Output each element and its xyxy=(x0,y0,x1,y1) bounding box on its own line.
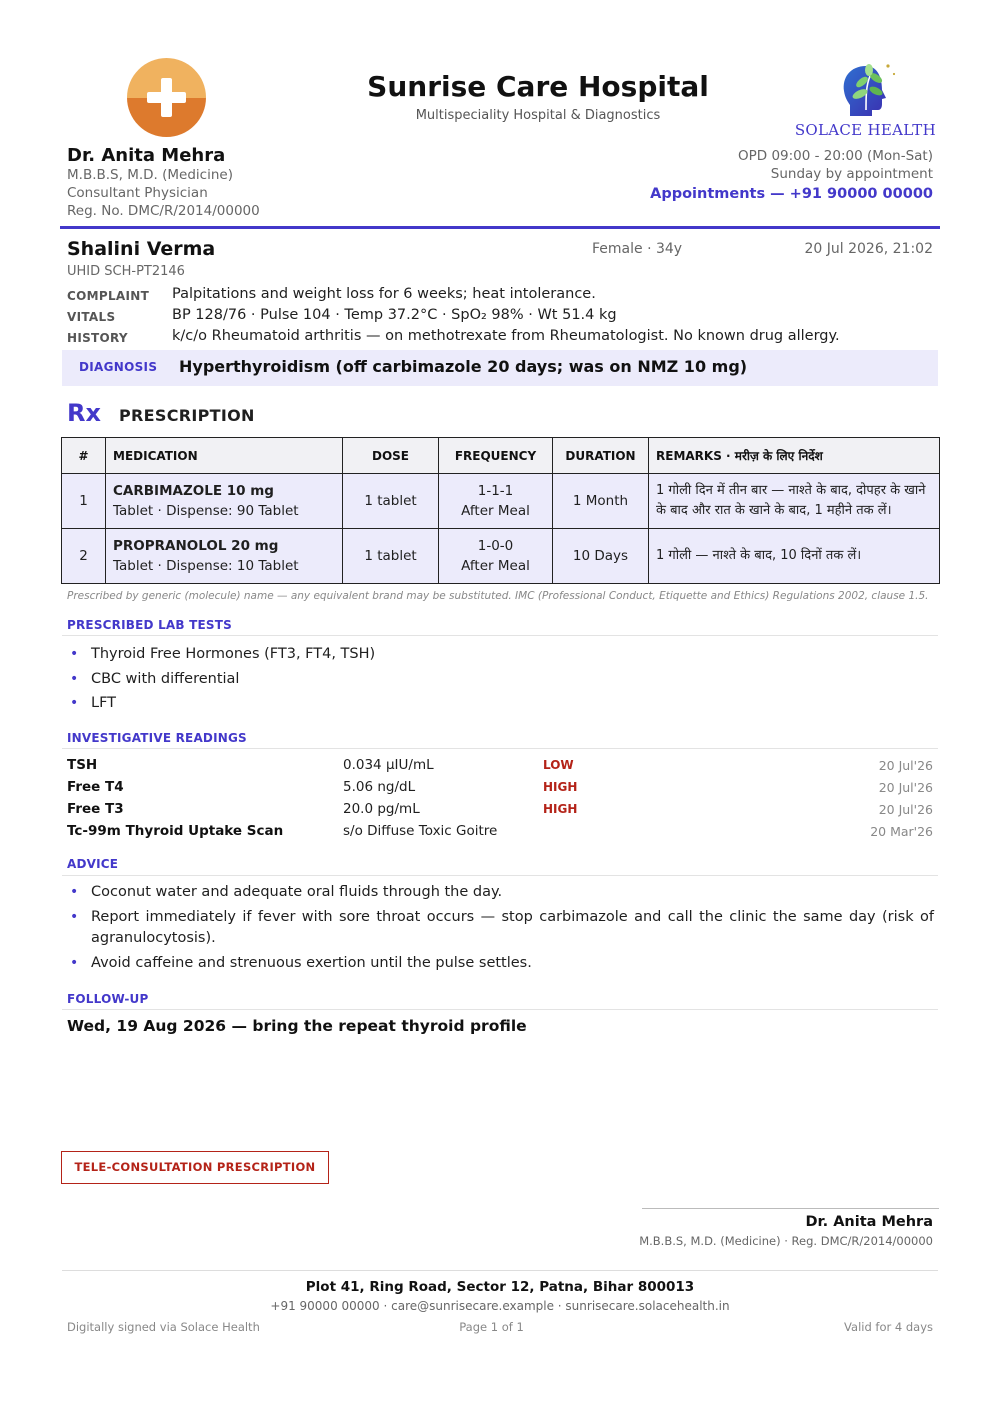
advice-title: ADVICE xyxy=(67,857,119,871)
doctor-qualification: M.B.B.S, M.D. (Medicine) xyxy=(67,167,233,183)
remarks-cell: 1 गोली — नाश्ते के बाद, 10 दिनों तक लें। xyxy=(649,529,940,584)
col-duration: DURATION xyxy=(553,438,649,474)
reading-row xyxy=(67,823,933,843)
frequency-cell xyxy=(439,529,553,584)
col-medication: MEDICATION xyxy=(106,438,343,474)
col-frequency: FREQUENCY xyxy=(439,438,553,474)
reading-row xyxy=(67,779,933,799)
opd-hours: OPD 09:00 - 20:00 (Mon-Sat) xyxy=(737,148,933,164)
patient-gender-age: Female · 34y xyxy=(592,241,683,257)
patient-uhid: UHID SCH-PT2146 xyxy=(67,264,185,279)
section-divider xyxy=(62,875,938,876)
appointments-link[interactable]: Appointments — +91 90000 00000 xyxy=(650,186,933,202)
readings-title: INVESTIGATIVE READINGS xyxy=(67,731,247,745)
doctor-designation: Consultant Physician xyxy=(67,185,208,201)
col-num: # xyxy=(62,438,106,474)
reading-value: 5.06 ng/dL xyxy=(343,779,416,795)
followup-title: FOLLOW-UP xyxy=(67,992,149,1006)
col-dose: DOSE xyxy=(343,438,439,474)
diagnosis-value: Hyperthyroidism (off carbimazole 20 days; was on NMZ 10 mg) xyxy=(179,357,748,376)
reading-row xyxy=(67,801,933,821)
complaint-value: Palpitations and weight loss for 6 weeks; heat intolerance. xyxy=(172,286,596,302)
reading-name: Tc-99m Thyroid Uptake Scan xyxy=(67,823,284,839)
list-item: • Avoid caffeine and strenuous exertion until the pulse settles. xyxy=(70,953,934,974)
dose-cell: 1 tablet xyxy=(343,474,439,529)
medication-name: CARBIMAZOLE 10 mg xyxy=(113,483,274,499)
vitals-value: BP 128/76 · Pulse 104 · Temp 37.2°C · SpO₂ 98% · Wt 51.4 kg xyxy=(172,307,617,323)
hospital-tagline: Multispeciality Hospital & Diagnostics xyxy=(415,108,661,123)
lab-tests-title: PRESCRIBED LAB TESTS xyxy=(67,618,232,632)
reading-flag: LOW xyxy=(543,758,574,772)
reading-value: 0.034 µIU/mL xyxy=(343,757,434,773)
reading-value: s/o Diffuse Toxic Goitre xyxy=(343,823,498,839)
medication-form: Tablet · Dispense: 90 Tablet xyxy=(113,503,299,519)
footer-divider xyxy=(62,1270,938,1271)
list-item: • Report immediately if fever with sore throat occurs — stop carbimazole and call the clinic the same day (risk of agranulocytosis). xyxy=(70,907,934,949)
list-item: • CBC with differential xyxy=(70,668,934,693)
section-divider xyxy=(62,748,938,749)
doctor-reg-no: Reg. No. DMC/R/2014/00000 xyxy=(67,203,260,219)
page-number: Page 1 of 1 xyxy=(459,1320,524,1334)
history-label: HISTORY xyxy=(67,331,128,345)
tele-consultation-label: TELE-CONSULTATION PRESCRIPTION xyxy=(74,1160,316,1174)
duration-cell: 1 Month xyxy=(553,474,649,529)
signature-name: Dr. Anita Mehra xyxy=(805,1214,933,1230)
footer-address: Plot 41, Ring Road, Sector 12, Patna, Bihar 800013 xyxy=(305,1279,695,1295)
dose-cell: 1 tablet xyxy=(343,529,439,584)
prescription-table xyxy=(61,437,940,584)
section-divider xyxy=(62,1009,938,1010)
leaf-head-icon xyxy=(836,58,906,120)
remarks-cell: 1 गोली दिन में तीन बार — नाश्ते के बाद, दोपहर के खाने के बाद और रात के खाने के बाद, 1 महीने तक लें। xyxy=(649,474,940,529)
row-num: 1 xyxy=(62,474,106,529)
list-item: • LFT xyxy=(70,692,934,717)
reading-row xyxy=(67,757,933,777)
sunday-note: Sunday by appointment xyxy=(770,166,933,182)
signature-line xyxy=(642,1208,939,1209)
history-value: k/c/o Rheumatoid arthritis — on methotrexate from Rheumatologist. No known drug allergy. xyxy=(172,328,840,344)
frequency-value: 1-1-1 xyxy=(477,483,514,499)
patient-name: Shalini Verma xyxy=(67,238,216,260)
brand-name: SOLACE HEALTH xyxy=(794,121,936,139)
col-remarks: REMARKS · मरीज़ के लिए निर्देश xyxy=(649,438,940,474)
reading-flag: HIGH xyxy=(543,780,578,794)
row-num: 2 xyxy=(62,529,106,584)
table-row xyxy=(62,529,940,584)
medical-cross-icon xyxy=(127,58,206,137)
medication-form: Tablet · Dispense: 10 Tablet xyxy=(113,558,299,574)
doctor-name: Dr. Anita Mehra xyxy=(67,145,226,166)
medication-cell xyxy=(106,529,343,584)
complaint-label: COMPLAINT xyxy=(67,289,150,303)
section-divider xyxy=(62,635,938,636)
vitals-label: VITALS xyxy=(67,310,116,324)
duration-cell: 10 Days xyxy=(553,529,649,584)
footer-contact: +91 90000 00000 · care@sunrisecare.example · sunrisecare.solacehealth.in xyxy=(270,1299,730,1313)
reading-name: Free T4 xyxy=(67,779,124,795)
frequency-cell xyxy=(439,474,553,529)
advice-list xyxy=(70,882,934,978)
visit-date: 20 Jul 2026, 21:02 xyxy=(804,241,933,257)
rx-symbol: Rx xyxy=(67,399,101,427)
reading-date: 20 Jul'26 xyxy=(878,780,933,795)
list-item: • Thyroid Free Hormones (FT3, FT4, TSH) xyxy=(70,643,934,668)
table-row xyxy=(62,474,940,529)
frequency-note: After Meal xyxy=(461,558,530,574)
validity-note: Valid for 4 days xyxy=(844,1320,933,1334)
signature-credentials: M.B.B.S, M.D. (Medicine) · Reg. DMC/R/2014/00000 xyxy=(639,1234,933,1248)
table-header-row xyxy=(62,438,940,474)
list-item: • Coconut water and adequate oral fluids through the day. xyxy=(70,882,934,903)
medication-name: PROPRANOLOL 20 mg xyxy=(113,538,279,554)
reading-date: 20 Mar'26 xyxy=(870,824,933,839)
prescription-title: PRESCRIPTION xyxy=(119,406,255,425)
followup-value: Wed, 19 Aug 2026 — bring the repeat thyroid profile xyxy=(67,1017,527,1035)
frequency-note: After Meal xyxy=(461,503,530,519)
digital-signature-note: Digitally signed via Solace Health xyxy=(67,1320,260,1334)
reading-name: Free T3 xyxy=(67,801,124,817)
header-divider xyxy=(60,226,940,229)
reading-value: 20.0 pg/mL xyxy=(343,801,420,817)
diagnosis-label: DIAGNOSIS xyxy=(79,360,158,374)
lab-tests-list xyxy=(70,643,934,717)
reading-date: 20 Jul'26 xyxy=(878,802,933,817)
frequency-value: 1-0-0 xyxy=(477,538,514,554)
reading-flag: HIGH xyxy=(543,802,578,816)
reading-date: 20 Jul'26 xyxy=(878,758,933,773)
hospital-name: Sunrise Care Hospital xyxy=(367,70,709,103)
reading-name: TSH xyxy=(67,757,98,773)
generic-substitution-note: Prescribed by generic (molecule) name — any equivalent brand may be substituted. IMC (Professional Conduct, Etiquette and Ethics) Regulations 2002, clause 1.5. xyxy=(67,590,929,602)
medication-cell xyxy=(106,474,343,529)
